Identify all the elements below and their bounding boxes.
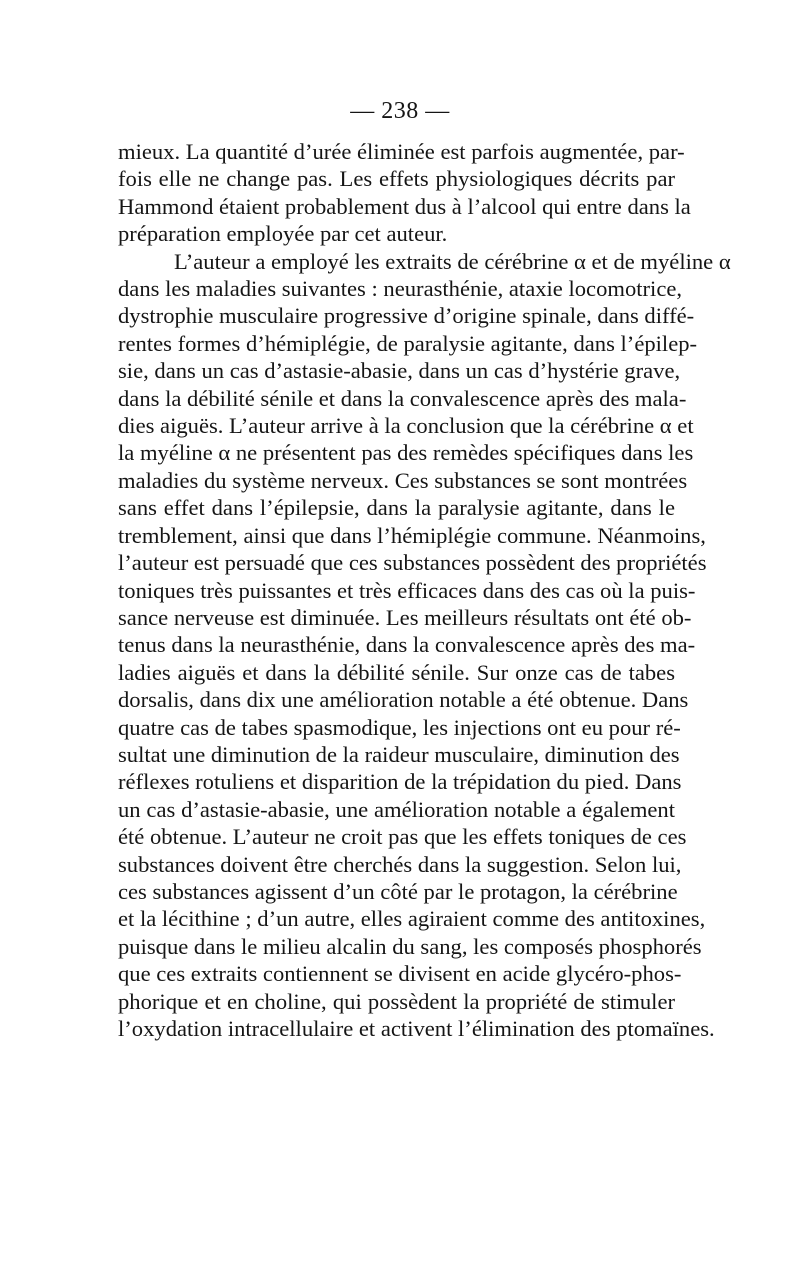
body-text bbox=[118, 138, 731, 1042]
text-line: dans la débilité sénile et dans la convalescence après des mala- bbox=[118, 385, 687, 411]
text-line: tremblement, ainsi que dans l’hémiplégie commune. Néanmoins, bbox=[118, 522, 706, 548]
text-line: Hammond étaient probablement dus à l’alcool qui entre dans la bbox=[118, 193, 691, 219]
text-line: sie, dans un cas d’astasie-abasie, dans un cas d’hystérie grave, bbox=[118, 358, 681, 384]
text-line: dorsalis, dans dix une amélioration notable a été obtenue. Dans bbox=[118, 687, 689, 713]
paragraph bbox=[118, 138, 691, 248]
text-line: toniques très puissantes et très efficaces dans des cas où la puis- bbox=[118, 577, 696, 603]
text-line: ladies aiguës et dans la débilité sénile. Sur onze cas de tabes bbox=[118, 659, 675, 685]
text-line: quatre cas de tabes spasmodique, les injections ont eu pour ré- bbox=[118, 714, 681, 740]
text-line: tenus dans la neurasthénie, dans la convalescence après des ma- bbox=[118, 632, 696, 658]
text-line: ces substances agissent d’un côté par le protagon, la cérébrine bbox=[118, 878, 678, 904]
text-line: fois elle ne change pas. Les effets physiologiques décrits par bbox=[118, 166, 675, 192]
text-line: dans les maladies suivantes : neurasthénie, ataxie locomotrice, bbox=[118, 276, 683, 302]
text-line: mieux. La quantité d’urée éliminée est parfois augmentée, par- bbox=[118, 139, 685, 164]
text-line: substances doivent être cherchés dans la suggestion. Selon lui, bbox=[118, 851, 682, 877]
text-line: sans effet dans l’épilepsie, dans la paralysie agitante, dans le bbox=[118, 495, 675, 521]
text-line: dies aiguës. L’auteur arrive à la conclusion que la cérébrine α et bbox=[118, 413, 694, 439]
text-line: dystrophie musculaire progressive d’origine spinale, dans diffé- bbox=[118, 303, 695, 329]
paragraph bbox=[118, 248, 731, 1043]
text-line: et la lécithine ; d’un autre, elles agiraient comme des antitoxines, bbox=[118, 906, 706, 932]
text-line: L’auteur a employé les extraits de cérébrine α et de myéline α bbox=[174, 248, 731, 274]
page-number: — 238 — bbox=[350, 98, 450, 124]
text-line: phorique et en choline, qui possèdent la propriété de stimuler bbox=[118, 988, 675, 1014]
text-line: l’auteur est persuadé que ces substances possèdent des propriétés bbox=[118, 550, 707, 576]
text-line: sultat une diminution de la raideur musculaire, diminution des bbox=[118, 741, 680, 767]
text-line: que ces extraits contiennent se divisent en acide glycéro-phos- bbox=[118, 961, 682, 987]
text-line: puisque dans le milieu alcalin du sang, les composés phosphorés bbox=[118, 933, 702, 959]
text-line: un cas d’astasie-abasie, une amélioration notable a également bbox=[118, 796, 675, 822]
text-line: l’oxydation intracellulaire et activent l’élimination des ptomaïnes. bbox=[118, 1016, 715, 1041]
text-line: été obtenue. L’auteur ne croit pas que les effets toniques de ces bbox=[118, 824, 687, 850]
text-line: la myéline α ne présentent pas des remèdes spécifiques dans les bbox=[118, 440, 694, 466]
text-line: maladies du système nerveux. Ces substances se sont montrées bbox=[118, 467, 688, 493]
text-line: sance nerveuse est diminuée. Les meilleurs résultats ont été ob- bbox=[118, 604, 692, 630]
text-line: préparation employée par cet auteur. bbox=[118, 221, 448, 247]
text-line: réflexes rotuliens et disparition de la trépidation du pied. Dans bbox=[118, 769, 682, 795]
text-line: rentes formes d’hémiplégie, de paralysie agitante, dans l’épilep- bbox=[118, 330, 698, 356]
